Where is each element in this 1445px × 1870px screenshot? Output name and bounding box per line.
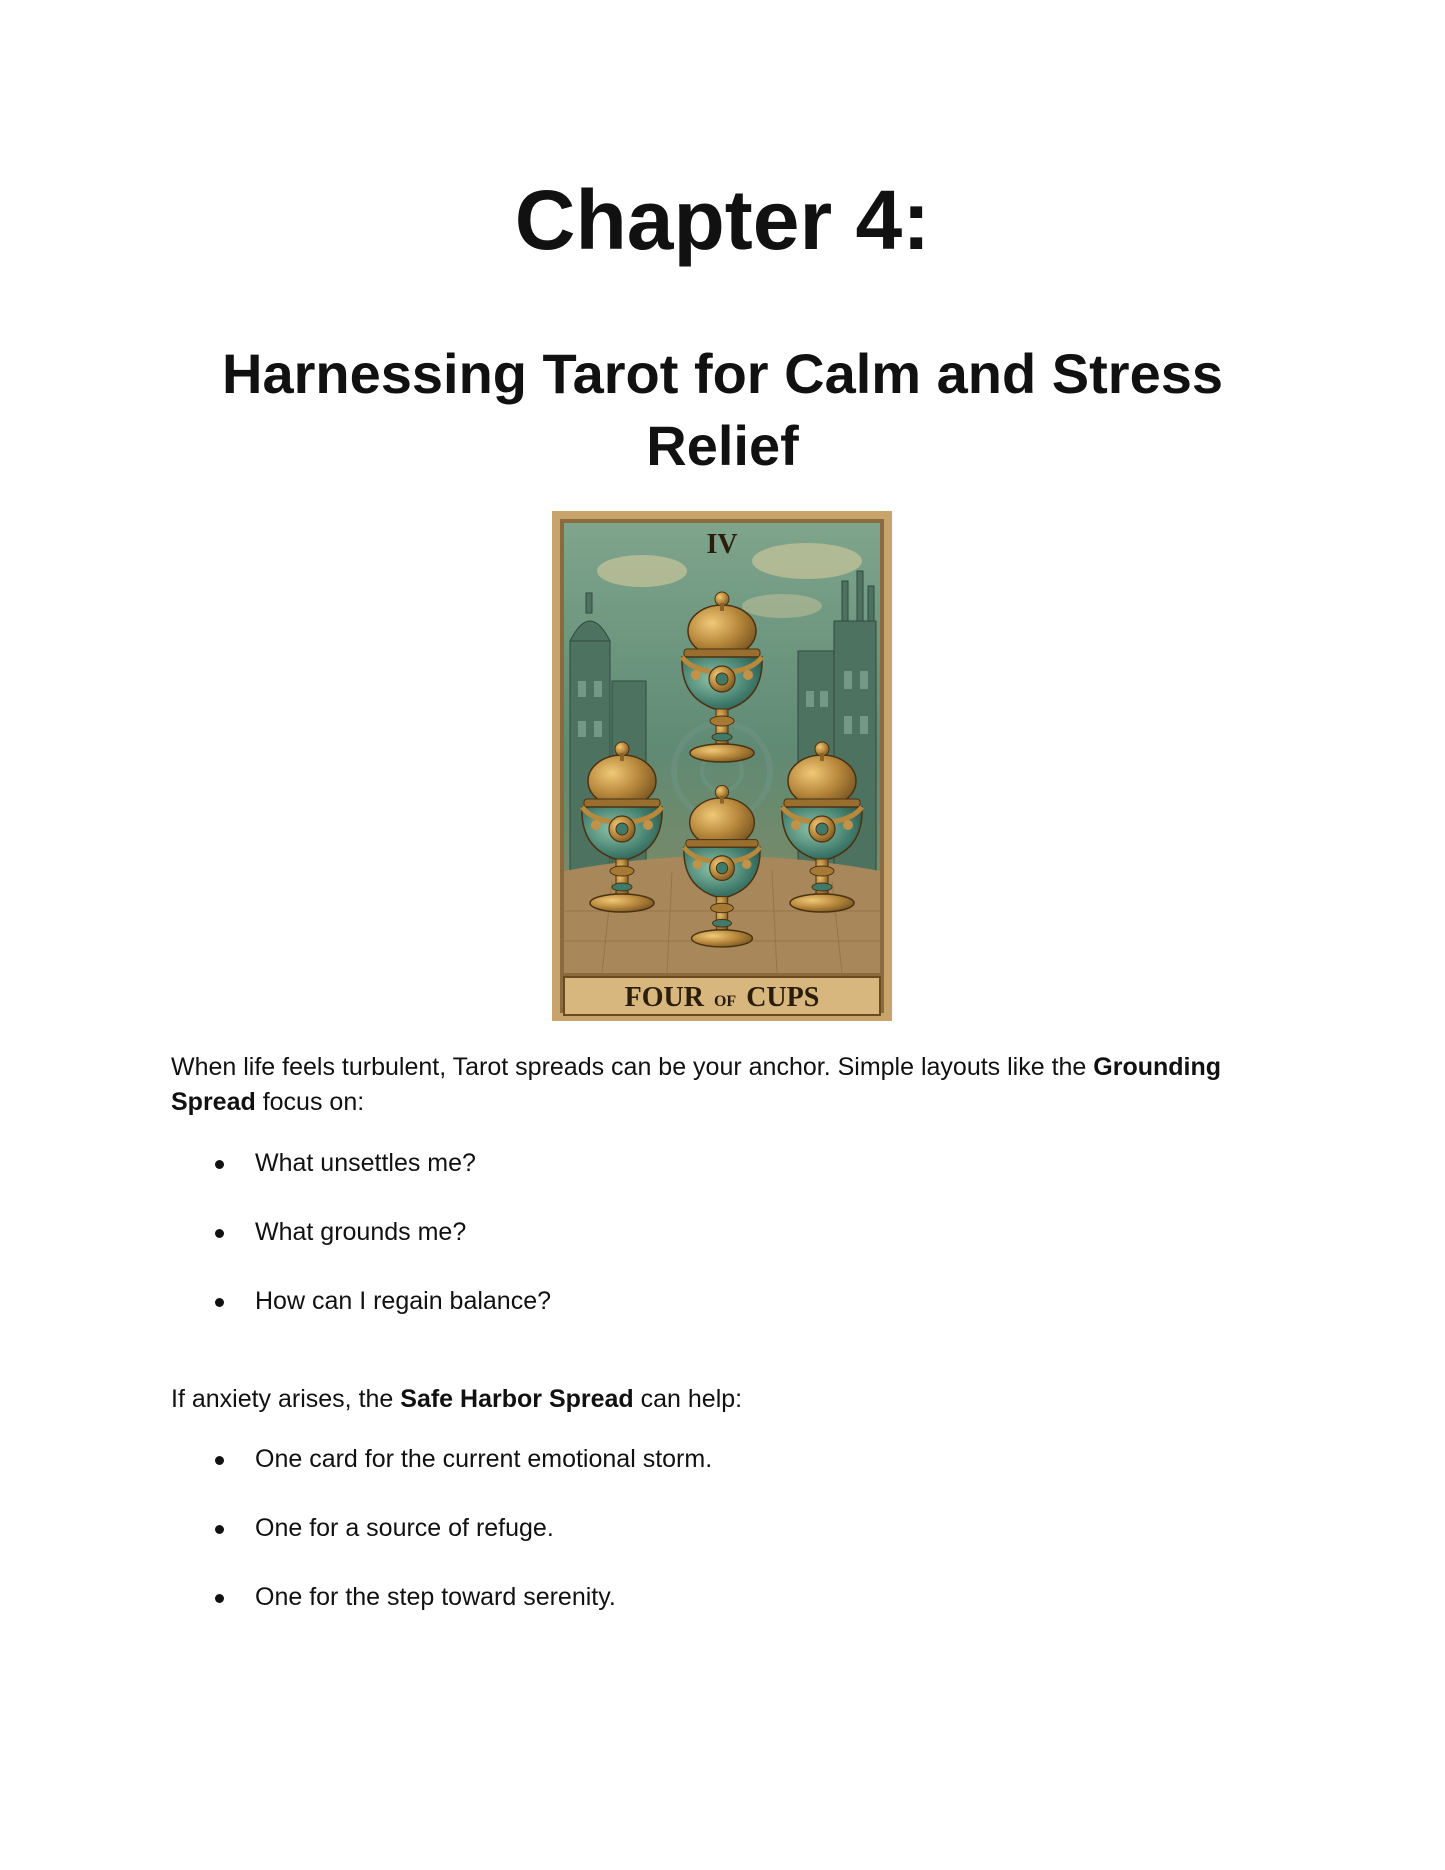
list-item: One card for the current emotional storm. xyxy=(171,1442,712,1477)
bullet-icon xyxy=(215,1298,224,1307)
bullet-icon xyxy=(215,1456,224,1465)
safe-harbor-intro-suffix: can help: xyxy=(633,1385,743,1413)
bullet-icon xyxy=(215,1594,224,1603)
list-item: What unsettles me? xyxy=(171,1146,551,1181)
list-item: What grounds me? xyxy=(171,1215,551,1250)
safe-harbor-intro-paragraph xyxy=(171,1382,1281,1417)
four-of-cups-illustration xyxy=(552,511,892,1021)
grounding-intro-suffix: focus on: xyxy=(255,1088,365,1116)
card-caption: FOUR OF CUPS xyxy=(624,982,820,1013)
grounding-intro-prefix: When life feels turbulent, Tarot spreads can be your anchor. Simple layouts like the xyxy=(171,1053,1094,1081)
bullet-icon xyxy=(215,1525,224,1534)
list-item: One for a source of refuge. xyxy=(171,1511,712,1546)
safe-harbor-intro-prefix: If anxiety arises, the xyxy=(171,1385,401,1413)
bullet-icon xyxy=(215,1160,224,1169)
grounding-spread-term: Grounding Spread xyxy=(171,1053,1222,1116)
safe-harbor-card-list xyxy=(171,1442,712,1649)
chapter-subtitle: Harnessing Tarot for Calm and Stress Relief xyxy=(222,342,1223,477)
chapter-title: Chapter 4: xyxy=(514,173,931,267)
list-item: How can I regain balance? xyxy=(171,1284,551,1319)
list-item: One for the step toward serenity. xyxy=(171,1580,712,1615)
card-numeral: IV xyxy=(706,529,738,560)
tarot-card-image xyxy=(552,511,892,1021)
safe-harbor-spread-term: Safe Harbor Spread xyxy=(400,1385,634,1413)
bullet-icon xyxy=(215,1229,224,1238)
grounding-intro-paragraph xyxy=(171,1050,1281,1120)
grounding-question-list xyxy=(171,1146,551,1353)
